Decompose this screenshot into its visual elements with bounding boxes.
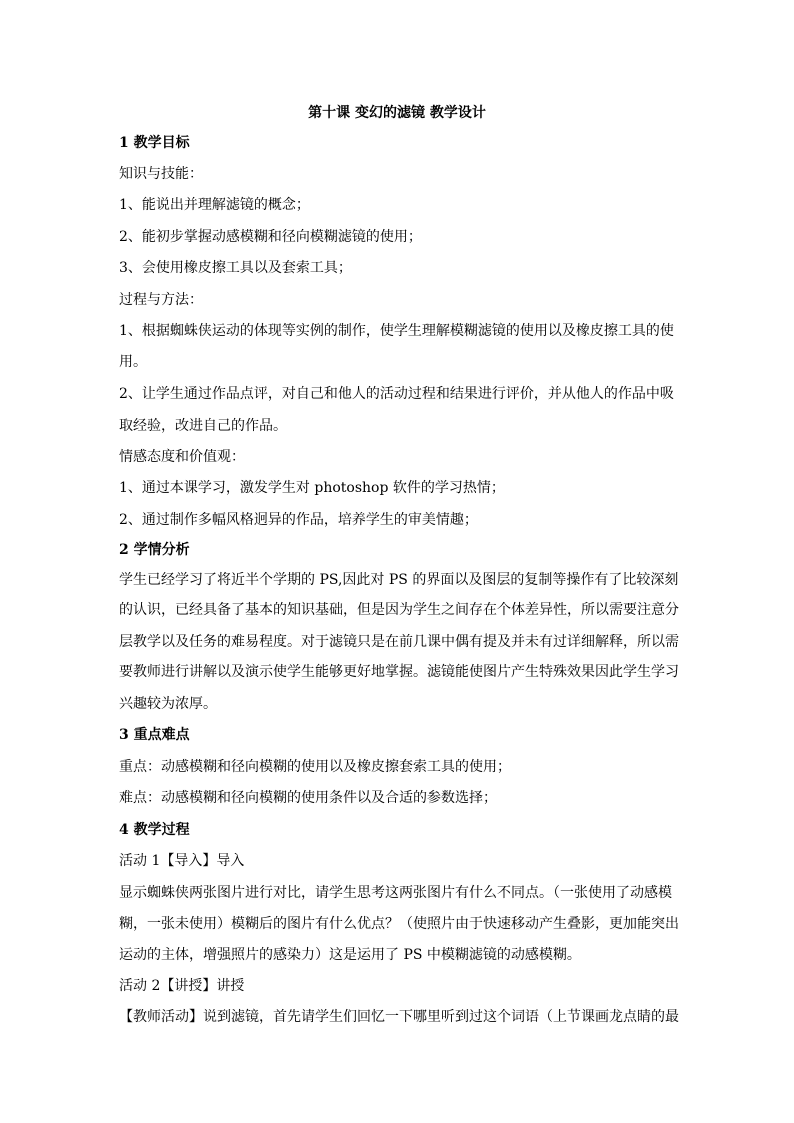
body-line: 运动的主体，增强照片的感染力）这是运用了 PS 中模糊滤镜的动感模糊。 [119, 947, 581, 963]
body-line: 3、会使用橡皮擦工具以及套索工具； [119, 260, 352, 276]
body-line: 1、通过本课学习，激发学生对 photoshop 软件的学习热情； [119, 480, 505, 496]
body-line: 活动 2【讲授】讲授 [119, 978, 245, 994]
body-line: 显示蜘蛛侠两张图片进行对比，请学生思考这两张图片有什么不同点。（一张使用了动感模 [119, 885, 672, 901]
section-heading: 4 教学过程 [119, 822, 190, 838]
body-line: 重点：动感模糊和径向模糊的使用以及橡皮擦套索工具的使用； [119, 759, 511, 775]
document-title: 第十课 变幻的滤镜 教学设计 [308, 105, 486, 121]
body-line: 兴趣较为浓厚。 [119, 696, 217, 712]
body-line: 用。 [119, 354, 147, 370]
body-line: 学生已经学习了将近半个学期的 PS,因此对 PS 的界面以及图层的复制等操作有了比较深刻 [119, 572, 679, 588]
body-line: 过程与方法： [119, 292, 203, 308]
body-line: 【教师活动】说到滤镜，首先请学生们回忆一下哪里听到过这个词语（上节课画龙点睛的最 [119, 1009, 679, 1025]
body-line: 活动 1【导入】导入 [119, 853, 245, 869]
body-line: 1、能说出并理解滤镜的概念； [119, 197, 310, 213]
body-line: 糊，一张未使用）模糊后的图片有什么优点？（使照片由于快速移动产生叠影，更加能突出 [119, 916, 679, 932]
body-line: 1、根据蜘蛛侠运动的体现等实例的制作，使学生理解模糊滤镜的使用以及橡皮擦工具的使 [119, 323, 674, 339]
section-heading: 2 学情分析 [119, 542, 190, 558]
body-line: 要教师进行讲解以及演示使学生能够更好地掌握。滤镜能使图片产生特殊效果因此学生学习 [119, 664, 679, 680]
body-line: 的认识，已经具备了基本的知识基础，但是因为学生之间存在个体差异性，所以需要注意分 [119, 602, 679, 618]
body-line: 取经验，改进自己的作品。 [119, 418, 287, 434]
body-line: 2、让学生通过作品点评，对自己和他人的活动过程和结果进行评价，并从他人的作品中吸 [119, 386, 674, 402]
body-line: 层教学以及任务的难易程度。对于滤镜只是在前几课中偶有提及并未有过详细解释，所以需 [119, 634, 679, 650]
body-line: 情感态度和价值观： [119, 449, 245, 465]
body-line: 难点：动感模糊和径向模糊的使用条件以及合适的参数选择； [119, 790, 497, 806]
body-line: 知识与技能： [119, 166, 203, 182]
body-line: 2、通过制作多幅风格迥异的作品，培养学生的审美情趣； [119, 512, 478, 528]
section-heading: 1 教学目标 [119, 135, 190, 151]
body-line: 2、能初步掌握动感模糊和径向模糊滤镜的使用； [119, 229, 422, 245]
section-heading: 3 重点难点 [119, 727, 190, 743]
